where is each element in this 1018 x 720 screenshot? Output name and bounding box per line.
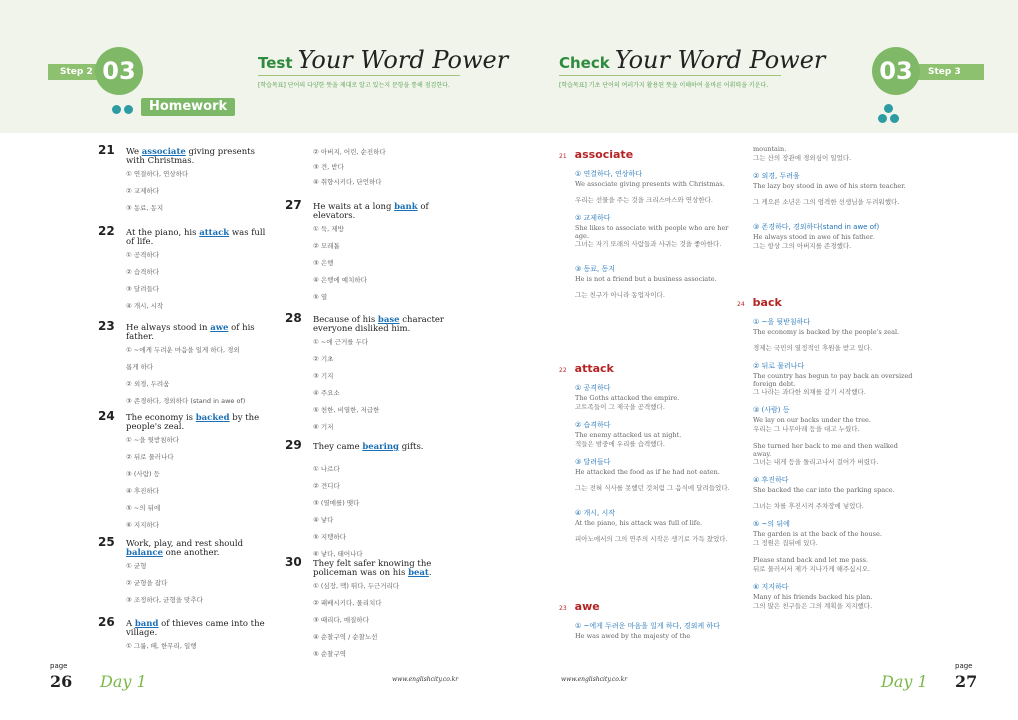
sense-label: ③ (사람) 등 — [753, 406, 790, 414]
question-sentence — [126, 324, 276, 342]
site-url: www.englishcity.co.kr — [561, 676, 628, 683]
question-number: 26 — [98, 615, 115, 629]
entry-word — [559, 362, 614, 375]
page-label: page — [50, 662, 68, 670]
sense-label: ② 뒤로 물러나다 — [753, 362, 805, 370]
keyword: bearing — [362, 442, 400, 452]
sentence-pre: They felt safer knowing the policeman was on his — [313, 559, 432, 578]
example-ko: 그는 산의 장관에 경외심이 일었다. — [753, 154, 852, 162]
sentence-pre: We — [126, 147, 142, 157]
answer-option: ④ 낳다 — [313, 516, 334, 524]
answer-option: ③ 조정하다, 균형을 맞추다 — [126, 596, 203, 604]
sentence-pre: He waits at a long — [313, 202, 395, 212]
sentence-pre: Because of his — [313, 315, 378, 325]
answer-option: ① (심장, 맥) 뛰다, 두근거리다 — [313, 582, 400, 590]
sense-label: ⑥ 지지하다 — [753, 583, 789, 591]
sense-label: ④ 개시, 시작 — [575, 509, 615, 517]
example-ko: 그 정원은 집뒤에 있다. — [753, 539, 818, 547]
answer-option: ⑥ 지지하다 — [126, 521, 160, 529]
keyword: base — [377, 315, 400, 325]
answer-option: ① 그룹, 떼, 한무리, 일행 — [126, 642, 197, 650]
keyword: balance — [126, 548, 163, 558]
sentence-pre: A — [126, 619, 135, 629]
entry-label: back — [752, 296, 782, 309]
answer-option: ② 아버지, 어린, 순진하다 — [313, 148, 386, 156]
question-number: 21 — [98, 143, 115, 157]
title-main: Your Word Power — [297, 46, 509, 74]
example-ko: 경제는 국민의 열정적인 후원을 받고 있다. — [753, 344, 873, 352]
sense-label: ① 연결하다, 연상하다 — [575, 170, 643, 178]
answer-option: ③ (열매를) 맺다 — [313, 499, 360, 507]
entry-word — [559, 148, 633, 161]
example-en: At the piano, his attack was full of life. — [575, 519, 703, 527]
answer-option: ① 연결하다, 연상하다 — [126, 170, 189, 178]
example-en: He attacked the food as if he had not eaten. — [575, 468, 720, 476]
homework-badge: Homework — [141, 98, 235, 116]
title-rule — [258, 75, 460, 76]
sense-label: ④ 후진하다 — [753, 476, 789, 484]
question-sentence — [126, 414, 276, 432]
sentence-post: of his father. — [126, 323, 255, 342]
question-sentence — [313, 316, 463, 334]
example-en: The lazy boy stood in awe of his stern teacher. — [753, 182, 906, 190]
answer-option: ② 습격하다 — [126, 268, 160, 276]
example-en: He is not a friend but a business associate. — [575, 275, 717, 283]
example-en: She backed the car into the parking space. — [753, 486, 895, 494]
answer-option: ④ 취향시키다, 단언하다 — [313, 178, 382, 186]
sense-label: ① 공격하다 — [575, 384, 611, 392]
example-ko: 우리는 그 나무아래 등을 대고 누웠다. — [753, 425, 860, 433]
keyword: bank — [394, 202, 418, 212]
sentence-pre: The economy is — [126, 413, 196, 423]
example-ko: 적들은 밤중에 우리를 습격했다. — [575, 440, 665, 448]
page-number: 26 — [50, 672, 73, 691]
answer-option: ② 외경, 두려움 — [126, 380, 170, 388]
answer-option: ③ (사람) 등 — [126, 470, 160, 478]
answer-option: ⑤ 지탱하다 — [313, 533, 347, 541]
page-number: 27 — [955, 672, 978, 691]
answer-option: ② 견디다 — [313, 482, 340, 490]
keyword: associate — [141, 147, 186, 157]
dot-icon — [112, 105, 121, 114]
answer-option: ⑤ 천한, 비열한, 저급한 — [313, 406, 380, 414]
sentence-pre: He always stood in — [126, 323, 211, 333]
step-number: 03 — [95, 47, 143, 95]
answer-option: ③ 때리다, 매질하다 — [313, 616, 369, 624]
sentence-post: of elevators. — [313, 202, 429, 221]
page-label: page — [955, 662, 973, 670]
answer-option: ⑥ 기저 — [313, 423, 334, 431]
example-ko: 그녀는 자기 또래의 사람들과 사귀는 것을 좋아한다. — [575, 240, 722, 248]
example-en: The country has begun to pay back an oversized foreign debt. — [753, 372, 913, 388]
example-en: We associate giving presents with Christmas. — [575, 180, 725, 188]
answer-option: ② 기초 — [313, 355, 334, 363]
title-prefix: Test — [258, 54, 293, 72]
example-en: The Goths attacked the empire. — [575, 394, 680, 402]
day-label: Day 1 — [100, 672, 147, 691]
question-number: 29 — [285, 438, 302, 452]
day-label: Day 1 — [881, 672, 928, 691]
question-number: 25 — [98, 535, 115, 549]
dot-icon — [890, 114, 899, 123]
entry-number: 22 — [559, 367, 567, 374]
question-number: 30 — [285, 555, 302, 569]
entry-number: 24 — [737, 301, 745, 308]
question-sentence — [313, 560, 463, 578]
entry-label: awe — [574, 600, 600, 613]
dot-icon — [884, 104, 893, 113]
answer-option: ① 공격하다 — [126, 251, 160, 259]
answer-option: ③ 동료, 동지 — [126, 204, 164, 212]
question-number: 23 — [98, 319, 115, 333]
answer-option: ④ 후진하다 — [126, 487, 160, 495]
example-en: Many of his friends backed his plan. — [753, 593, 873, 601]
example-en: She turned her back to me and then walked away. — [753, 442, 898, 458]
sense-label: ② 외경, 두려움 — [753, 172, 800, 180]
sense-label: ① ~을 뒷받침하다 — [753, 318, 811, 326]
keyword: band — [134, 619, 159, 629]
answer-option: ④ 주요소 — [313, 389, 340, 397]
example-en: She likes to associate with people who are her age. — [575, 224, 729, 240]
answer-option: 롭게 하다 — [126, 363, 154, 371]
keyword: backed — [195, 413, 230, 423]
sentence-post: . — [428, 568, 432, 578]
example-ko: 뒤로 물러서서 제가 지나가게 해주십시오. — [753, 565, 871, 573]
sentence-pre: Work, play, and rest should — [126, 539, 244, 549]
answer-option: ④ 순찰구역 / 순찰노선 — [313, 633, 378, 641]
example-en: We lay on our backs under the tree. — [753, 416, 871, 424]
example-en: He always stood in awe of his father. — [753, 233, 875, 241]
title-prefix: Check — [559, 54, 610, 72]
question-sentence — [313, 203, 463, 221]
answer-option: ③ 달려들다 — [126, 285, 160, 293]
sense-label: ① ~에게 두려운 마음을 일게 하다, 경외케 하다 — [575, 622, 720, 630]
example-en: He was awed by the majesty of the — [575, 632, 691, 640]
sense-label: ② 습격하다 — [575, 421, 611, 429]
dot-icon — [878, 114, 887, 123]
entry-word — [559, 600, 600, 613]
answer-option: ⑤ ~의 뒤에 — [126, 504, 161, 512]
site-url: www.englishcity.co.kr — [392, 676, 459, 683]
answer-option: ③ 기지 — [313, 372, 334, 380]
keyword: awe — [210, 323, 229, 333]
entry-number: 23 — [559, 605, 567, 612]
sentence-post: of thieves came into the village. — [126, 619, 265, 638]
answer-option: ③ 견, 받다 — [313, 163, 344, 171]
answer-option: ① ~에 근거를 두다 — [313, 338, 369, 346]
question-number: 24 — [98, 409, 115, 423]
question-number: 28 — [285, 311, 302, 325]
question-sentence — [126, 620, 276, 638]
entry-number: 21 — [559, 153, 567, 160]
sentence-post: character everyone disliked him. — [313, 315, 444, 334]
sentence-post: one another. — [162, 548, 220, 558]
example-ko: 그는 항상 그의 아버지를 존경했다. — [753, 242, 852, 250]
title-rule — [559, 75, 781, 76]
title-main: Your Word Power — [614, 46, 826, 74]
step-label: Step 3 — [904, 64, 984, 80]
question-sentence — [313, 443, 463, 452]
example-ko: 그 나라는 과다한 외채를 갚기 시작했다. — [753, 388, 866, 396]
keyword: attack — [199, 228, 230, 238]
answer-option: ② 교제하다 — [126, 187, 160, 195]
example-ko: 피아노에서의 그의 연주의 시작은 생기로 가득 찼었다. — [575, 535, 728, 543]
sentence-post: was full of life. — [126, 228, 266, 247]
example-ko: 그녀는 차를 후진시켜 주차장에 넣었다. — [753, 502, 864, 510]
example-en: The garden is at the back of the house. — [753, 530, 882, 538]
example-ko: 그 게으른 소년은 그의 엄격한 선생님을 두려워했다. — [753, 198, 900, 206]
answer-option: ② 균형을 잡다 — [126, 579, 168, 587]
example-en: The enemy attacked us at night. — [575, 431, 682, 439]
entry-label: associate — [574, 148, 634, 161]
dot-icon — [124, 105, 133, 114]
example-en: Please stand back and let me pass. — [753, 556, 869, 564]
example-ko: 그녀는 내게 등을 돌리고나서 걸어가 버렸다. — [753, 458, 879, 466]
question-sentence — [126, 229, 276, 247]
sense-label: ② 교제하다 — [575, 214, 611, 222]
keyword: beat — [408, 568, 429, 578]
page-title — [258, 46, 508, 74]
answer-option: ③ 존경하다, 경외하다 (stand in awe of) — [126, 397, 246, 405]
answer-option: ① 나르다 — [313, 465, 340, 473]
example-ko: 그의 많은 친구들은 그의 계획을 지지했다. — [753, 602, 873, 610]
learning-goal: [학습목표] 단어의 다양한 뜻을 제대로 알고 있는지 문항을 통해 점검한다. — [258, 82, 450, 89]
answer-option: ⑥ 낳다, 태어나다 — [313, 550, 363, 558]
sense-label: ③ 동료, 동지 — [575, 265, 615, 273]
page-title — [559, 46, 825, 74]
question-sentence — [126, 540, 276, 558]
example-ko: 고트족들이 그 제국을 공격했다. — [575, 403, 665, 411]
question-number: 27 — [285, 198, 302, 212]
example-ko: 그는 친구가 아니라 동업자이다. — [575, 291, 665, 299]
answer-option: ① 균형 — [126, 562, 147, 570]
example-ko: 우리는 선물을 주는 것을 크리스마스와 연상한다. — [575, 196, 713, 204]
answer-option: ① ~을 뒷받침하다 — [126, 436, 180, 444]
answer-option: ⑤ 열 — [313, 293, 328, 301]
example-ko: 그는 전혀 식사를 못했던 것처럼 그 음식에 달려들었다. — [575, 484, 730, 492]
question-sentence — [126, 148, 276, 166]
answer-option: ① 둑, 제방 — [313, 225, 344, 233]
right-page — [509, 0, 1018, 720]
step-label: Step 2 — [48, 64, 114, 80]
answer-option: ① ~에게 두려운 마음을 일게 하다, 경외 — [126, 346, 240, 354]
answer-option: ④ 개시, 시작 — [126, 302, 164, 310]
answer-option: ② 뒤로 물러나다 — [126, 453, 174, 461]
sense-label: ⑤ ~의 뒤에 — [753, 520, 790, 528]
sentence-pre: They came — [313, 442, 363, 452]
sense-label: ③ 존경하다, 경외하다(stand in awe of) — [753, 223, 880, 231]
question-number: 22 — [98, 224, 115, 238]
answer-option: ④ 은행에 예치하다 — [313, 276, 367, 284]
step-number: 03 — [872, 47, 920, 95]
answer-option: ③ 은행 — [313, 259, 334, 267]
sentence-post: by the people's zeal. — [126, 413, 260, 432]
answer-option: ⑤ 순찰구역 — [313, 650, 347, 658]
entry-word — [737, 296, 782, 309]
answer-option: ② 패배시키다, 물리치다 — [313, 599, 382, 607]
sentence-pre: At the piano, his — [126, 228, 200, 238]
answer-option: ② 모래톱 — [313, 242, 340, 250]
example-en: The economy is backed by the people's zeal. — [753, 328, 900, 336]
sentence-post: gifts. — [399, 442, 424, 452]
learning-goal: [학습목표] 기초 단어의 여러가지 활용된 뜻을 이해하여 올바른 어휘력을 키운다. — [559, 82, 769, 89]
example-en: mountain. — [753, 145, 787, 153]
sentence-post: giving presents with Christmas. — [126, 147, 255, 166]
sense-label: ③ 달려들다 — [575, 458, 611, 466]
entry-label: attack — [574, 362, 614, 375]
